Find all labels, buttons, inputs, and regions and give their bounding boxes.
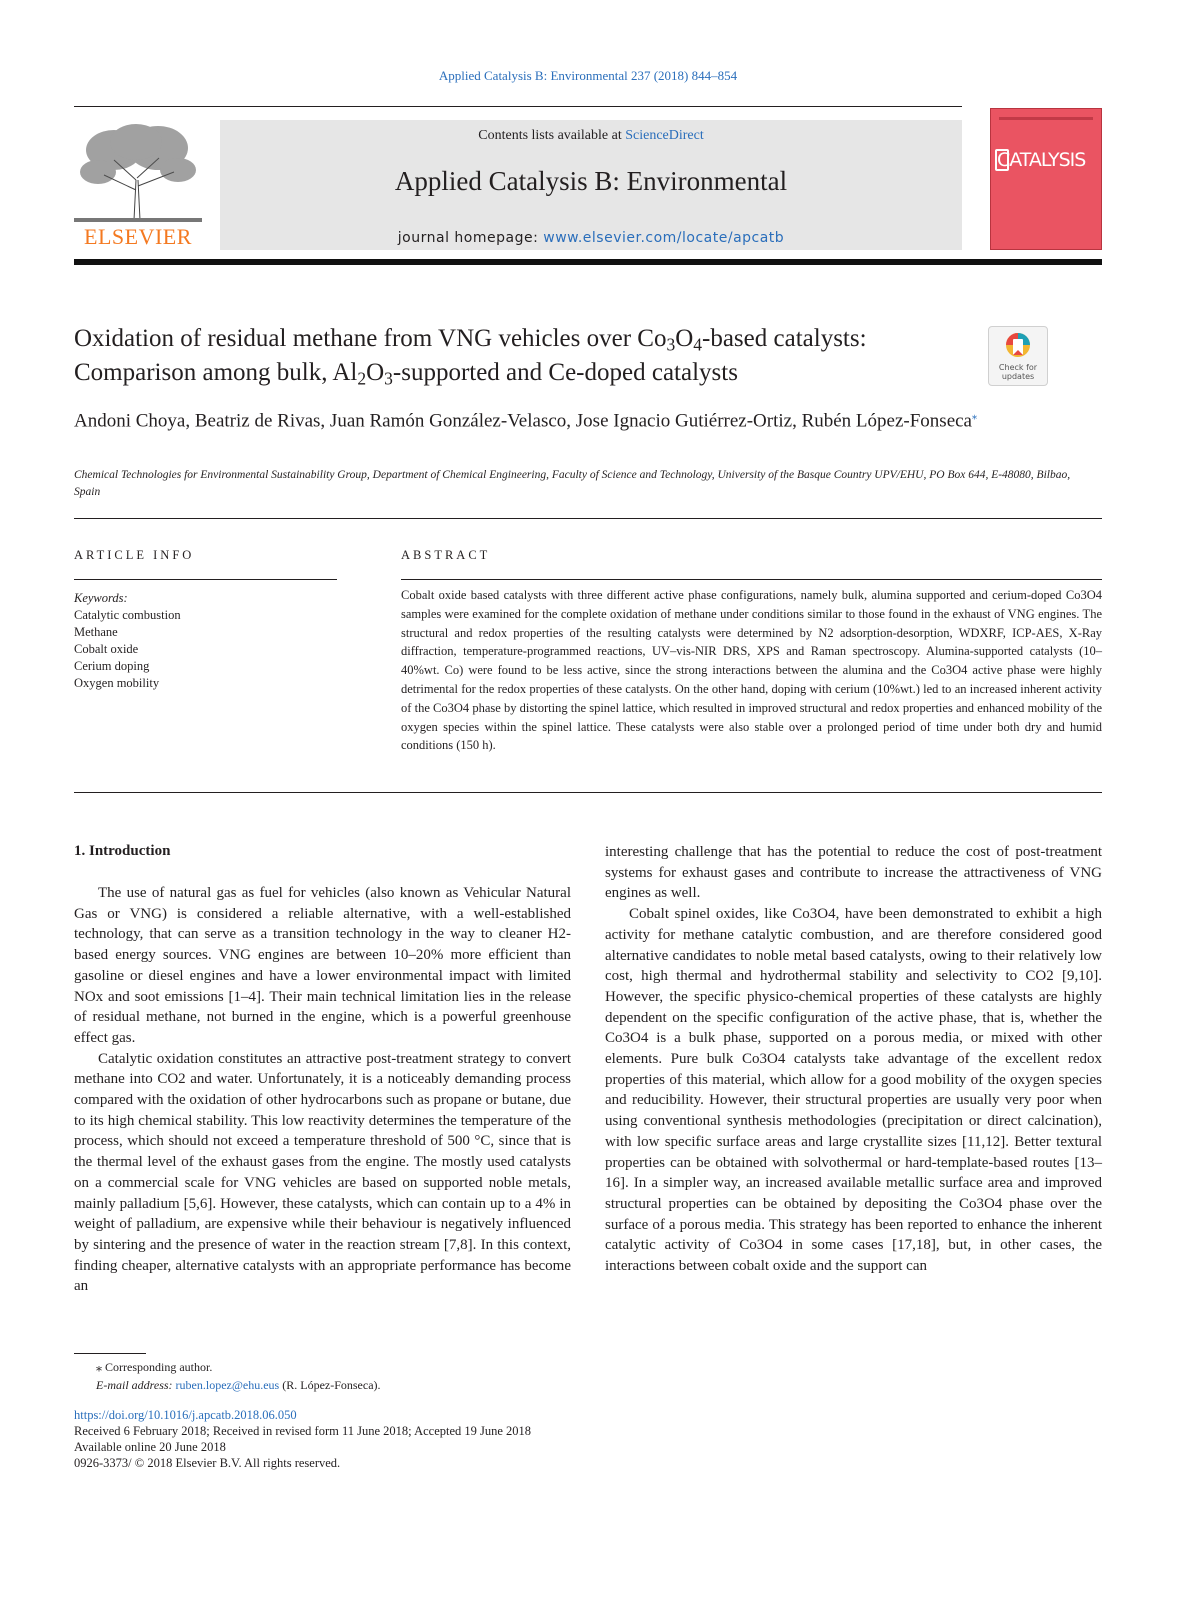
header-rule [74,106,962,107]
title-sub: 3 [666,334,676,355]
homepage-link[interactable]: www.elsevier.com/locate/apcatb [543,230,785,246]
available-online: Available online 20 June 2018 [74,1440,226,1454]
check-updates-icon [1005,332,1031,360]
journal-citation[interactable]: Applied Catalysis B: Environmental 237 (2018) 844–854 [438,68,738,83]
check-for-updates-button[interactable] [988,326,1048,386]
article-title [74,322,974,390]
abstract-text: Cobalt oxide based catalysts with three different active phase configurations, namely bulk, alumina supported and cerium-doped Co3O4 samples were examined for the complete oxidation of methane under conditions similar to those found in the exhaust of VNG engines. The structural and redox properties of the resulting catalysts were determined by N2 adsorption-desorption, WDXRF, ICP-AES, X-Ray diffraction, temperature-programmed reactions, UV–vis-NIR DRS, XPS and Raman spectroscopy. Alumina-supported catalysts (10–40%wt. Co) were found to be less active, since the strong interactions between the alumina and the Co3O4 active phase were highly detrimental for the redox properties of these catalysts. On the other hand, doping with cerium (10%wt.) led to an increased inherent activity of the Co3O4 phase by distorting the spinel lattice, which resulted in improved structural and redox properties and enhanced mobility of the oxygen species within the spinel lattice. These catalysts were also stable over a prolonged period of time under both dry and humid conditions (150 h). [401,588,1102,753]
abstract-heading: ABSTRACT [401,548,491,562]
elsevier-tree-icon [74,120,202,224]
keyword-item: Cobalt oxide [74,642,139,656]
keyword-item: Cerium doping [74,659,150,673]
article-info-heading: ARTICLE INFO [74,548,195,562]
title-sub: 3 [384,368,393,389]
body-paragraph: Cobalt spinel oxides, like Co3O4, have been demonstrated to exhibit a high activity for methane catalytic combustion, and are therefore considered good alternative candidates to noble metal based catalysts, owing to their relatively low cost, high thermal and hydrothermal stability and selectivity to CO2 [9,10]. However, the specific physico-chemical properties of these catalysts are highly dependent on the specific configuration of the active phase, that is, whether the Co3O4 is a bulk phase, supported on a porous media, or mixed with other elements. Pure bulk Co3O4 catalysts take advantage of the excellent redox properties of this material, which allow for a good mobility of the oxygen species and reducibility. However, their structural properties are usually very poor when using conventional synthesis methodologies (precipitation or direct calcination), with low specific surface areas and large crystallite sizes [11,12]. Better textural properties can be obtained with solvothermal or hard-template-based routes [13–16]. In a simpler way, an increased available metallic surface area and improved structural properties can be obtained by depositing the Co3O4 phase over the surface of a porous media. This strategy has been reported to enhance the inherent catalytic activity of Co3O4 in some cases [17,18], but, in other cases, the interactions between cobalt oxide and the support can [605,906,1102,1275]
contents-line [220,128,962,144]
email-label: E-mail address: [96,1378,173,1392]
journal-title: Applied Catalysis B: Environmental [394,166,788,196]
keywords-label: Keywords: [74,591,128,605]
header-thick-rule [74,259,1102,265]
publication-details [74,1407,774,1471]
sciencedirect-link[interactable]: ScienceDirect [625,128,704,143]
journal-cover-image[interactable] [990,108,1102,250]
body-right-column [605,842,1102,1277]
title-sub: 4 [693,334,703,355]
footnotes [74,1358,674,1394]
corresponding-author-mark[interactable]: ⁎ [972,411,977,422]
journal-banner [220,120,962,250]
copyright-line: 0926-3373/ © 2018 Elsevier B.V. All rights reserved. [74,1456,341,1470]
email-note [74,1376,674,1394]
title-text: O [366,359,385,386]
body-left-column [74,883,571,1297]
cover-stripe [999,117,1093,120]
email-link[interactable]: ruben.lopez@ehu.eus [175,1378,280,1392]
affiliation: Chemical Technologies for Environmental Sustainability Group, Department of Chemical Engineering, Faculty of Science and Technology, University of the Basque Country UPV/EHU, PO Box 644, E-48080, Bilbao, Spain [74,469,1071,498]
footnote-rule [74,1353,146,1354]
homepage-line [220,230,962,246]
body-paragraph: interesting challenge that has the potential to reduce the cost of post-treatment systems for exhaust gases and contribute to increase the attractiveness of VNG engines as well. [605,844,1102,902]
article-info-rule [74,579,337,580]
elsevier-wordmark: ELSEVIER [84,224,192,249]
cover-title: CATALYSIS [997,149,1086,171]
affiliation-rule [74,518,1102,519]
title-text: O [675,325,694,352]
homepage-prefix: journal homepage: [397,230,539,246]
elsevier-logo[interactable] [74,120,202,250]
title-text: -supported and Ce-doped catalysts [392,359,738,386]
corresponding-author-note: ⁎ Corresponding author. [96,1360,213,1374]
keyword-item: Methane [74,625,118,639]
keyword-item: Catalytic combustion [74,608,181,622]
title-sub: 2 [357,368,367,389]
title-text: -based catalysts: Comparison among bulk, Al [74,325,867,386]
abstract-rule [401,579,1102,580]
keywords-block [74,590,344,692]
introduction-heading: 1. Introduction [74,843,171,859]
body-paragraph: The use of natural gas as fuel for vehicles (also known as Vehicular Natural Gas or VNG) is considered a reliable alternative, with a well-established technology, that can serve as a transition technology in the way to cleaner H2-based energy sources. VNG engines are between 10–20% more efficient than gasoline or diesel engines and have a lower environmental impact with limited NOx and soot emissions [1–4]. Their main technical limitation lies in the release of residual methane, not burned in the engine, which is a powerful greenhouse effect gas. [74,885,571,1046]
keyword-item: Oxygen mobility [74,676,160,690]
check-updates-label: Check for updates [998,363,1038,381]
abstract-end-rule [74,792,1102,793]
body-paragraph: Catalytic oxidation constitutes an attractive post-treatment strategy to convert methane into CO2 and water. Unfortunately, it is a noticeably demanding process compared with the oxidation of other hydrocarbons such as propane or butane, due to its high chemical stability. This low reactivity determines the temperature of the process, which should not exceed a temperature threshold of 500 °C, since that is the thermal level of the exhaust gases from the engine. The mostly used catalysts on a commercial scale for VNG vehicles are based on supported noble metals, mainly palladium [5,6]. However, these catalysts, which can contain up to a 4% in weight of palladium, are expensive while their behaviour is negatively influenced by sintering and the presence of water in the reaction stream [7,8]. In this context, finding cheaper, alternative catalysts with an appropriate performance has become an [74,1050,571,1295]
email-name: (R. López-Fonseca). [282,1378,381,1392]
author-list [74,404,1074,434]
authors-text: Andoni Choya, Beatriz de Rivas, Juan Ramón González-Velasco, Jose Ignacio Gutiérrez-Ortiz, Rubén López-Fonseca [74,410,972,432]
received-dates: Received 6 February 2018; Received in revised form 11 June 2018; Accepted 19 June 2018 [74,1424,532,1438]
doi-link[interactable]: https://doi.org/10.1016/j.apcatb.2018.06.050 [74,1408,297,1422]
title-text: Oxidation of residual methane from VNG vehicles over Co [74,325,667,352]
contents-prefix: Contents lists available at [478,128,622,143]
